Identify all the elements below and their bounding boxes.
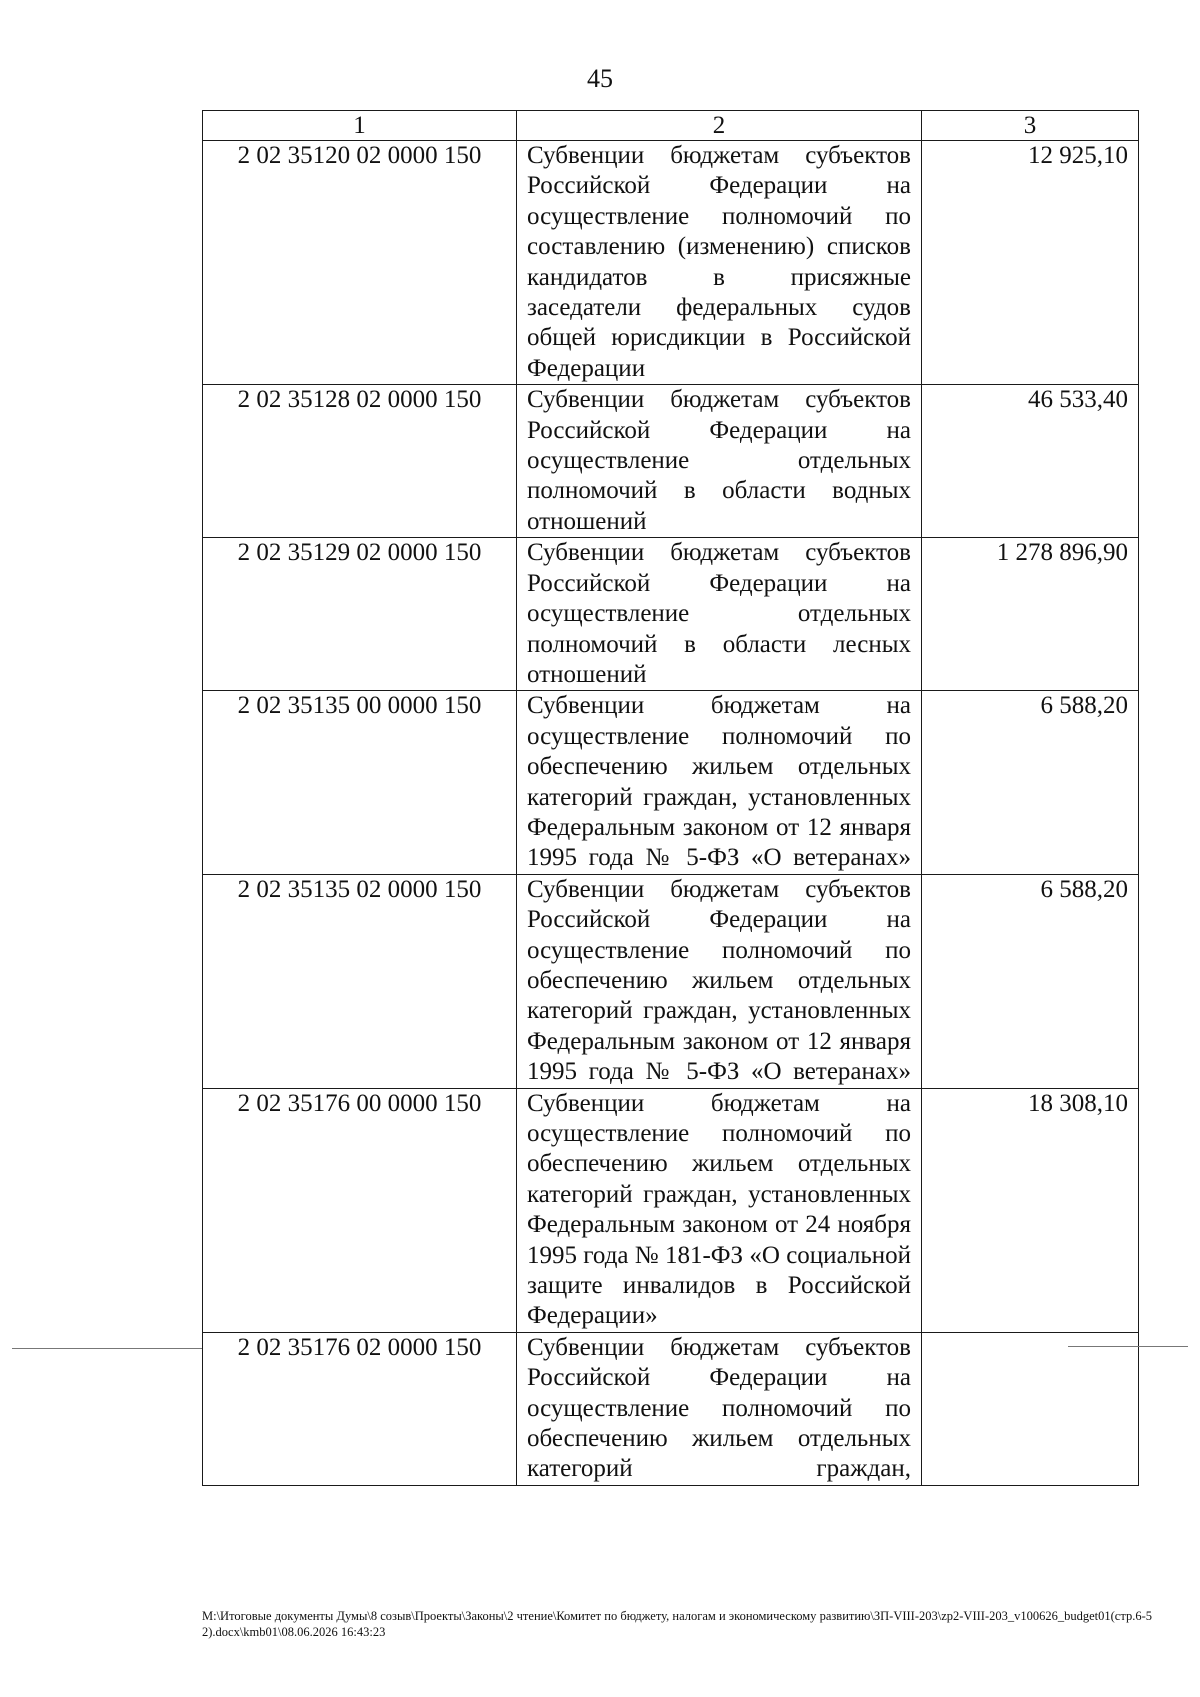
budget-amount: 1 278 896,90 bbox=[922, 538, 1139, 691]
document-file-path: M:\Итоговые документы Думы\8 созыв\Проекты\Законы\2 чтение\Комитет по бюджету, налогам и экономическому развитию\ЗП-VIII-203\zp2-VIII-203_v100626_budget01(стр.6-52).docx\kmb01\08.06.2026 16:43:23 bbox=[202, 1609, 1152, 1639]
budget-code: 2 02 35128 02 0000 150 bbox=[203, 385, 517, 538]
budget-amount: 18 308,10 bbox=[922, 1088, 1139, 1332]
table-row bbox=[203, 385, 1139, 538]
budget-description: Субвенции бюджетам субъектов Российской Федерации на осуществление отдельных полномочий в области водных отношений bbox=[517, 385, 922, 538]
budget-description: Субвенции бюджетам на осуществление полномочий по обеспечению жильем отдельных категорий граждан, установленных Федеральным законом от 12 января 1995 года № 5-ФЗ «О ветеранах» bbox=[517, 691, 922, 874]
budget-description: Субвенции бюджетам субъектов Российской Федерации на осуществление отдельных полномочий в области лесных отношений bbox=[517, 538, 922, 691]
page-number: 45 bbox=[587, 64, 613, 93]
budget-code: 2 02 35135 00 0000 150 bbox=[203, 691, 517, 874]
budget-description: Субвенции бюджетам субъектов Российской Федерации на осуществление полномочий по обеспечению жильем отдельных категорий граждан, bbox=[517, 1332, 922, 1485]
table-row bbox=[203, 538, 1139, 691]
table-row bbox=[203, 1088, 1139, 1332]
budget-amount: 12 925,10 bbox=[922, 141, 1139, 385]
budget-code: 2 02 35176 00 0000 150 bbox=[203, 1088, 517, 1332]
scan-line-right bbox=[1068, 1346, 1188, 1347]
table-row bbox=[203, 874, 1139, 1088]
budget-amount: 46 533,40 bbox=[922, 385, 1139, 538]
budget-description: Субвенции бюджетам на осуществление полномочий по обеспечению жильем отдельных категорий граждан, установленных Федеральным законом от 24 ноября 1995 года № 181-ФЗ «О социальной защите инвалидов в Российской Федерации» bbox=[517, 1088, 922, 1332]
column-header-description: 2 bbox=[517, 111, 922, 141]
budget-description: Субвенции бюджетам субъектов Российской Федерации на осуществление полномочий по составлению (изменению) списков кандидатов в присяжные заседатели федеральных судов общей юрисдикции в Российской Федерации bbox=[517, 141, 922, 385]
budget-amount: 6 588,20 bbox=[922, 874, 1139, 1088]
budget-amount bbox=[922, 1332, 1139, 1485]
column-header-amount: 3 bbox=[922, 111, 1139, 141]
table-row bbox=[203, 141, 1139, 385]
budget-amount: 6 588,20 bbox=[922, 691, 1139, 874]
budget-code: 2 02 35176 02 0000 150 bbox=[203, 1332, 517, 1485]
table-row bbox=[203, 691, 1139, 874]
budget-table bbox=[202, 110, 1139, 1486]
budget-description: Субвенции бюджетам субъектов Российской Федерации на осуществление полномочий по обеспечению жильем отдельных категорий граждан, установленных Федеральным законом от 12 января 1995 года № 5-ФЗ «О ветеранах» bbox=[517, 874, 922, 1088]
scan-line-left bbox=[12, 1348, 202, 1349]
budget-code: 2 02 35129 02 0000 150 bbox=[203, 538, 517, 691]
table-row bbox=[203, 1332, 1139, 1485]
table-header-row bbox=[203, 111, 1139, 141]
budget-code: 2 02 35120 02 0000 150 bbox=[203, 141, 517, 385]
column-header-code: 1 bbox=[203, 111, 517, 141]
budget-code: 2 02 35135 02 0000 150 bbox=[203, 874, 517, 1088]
